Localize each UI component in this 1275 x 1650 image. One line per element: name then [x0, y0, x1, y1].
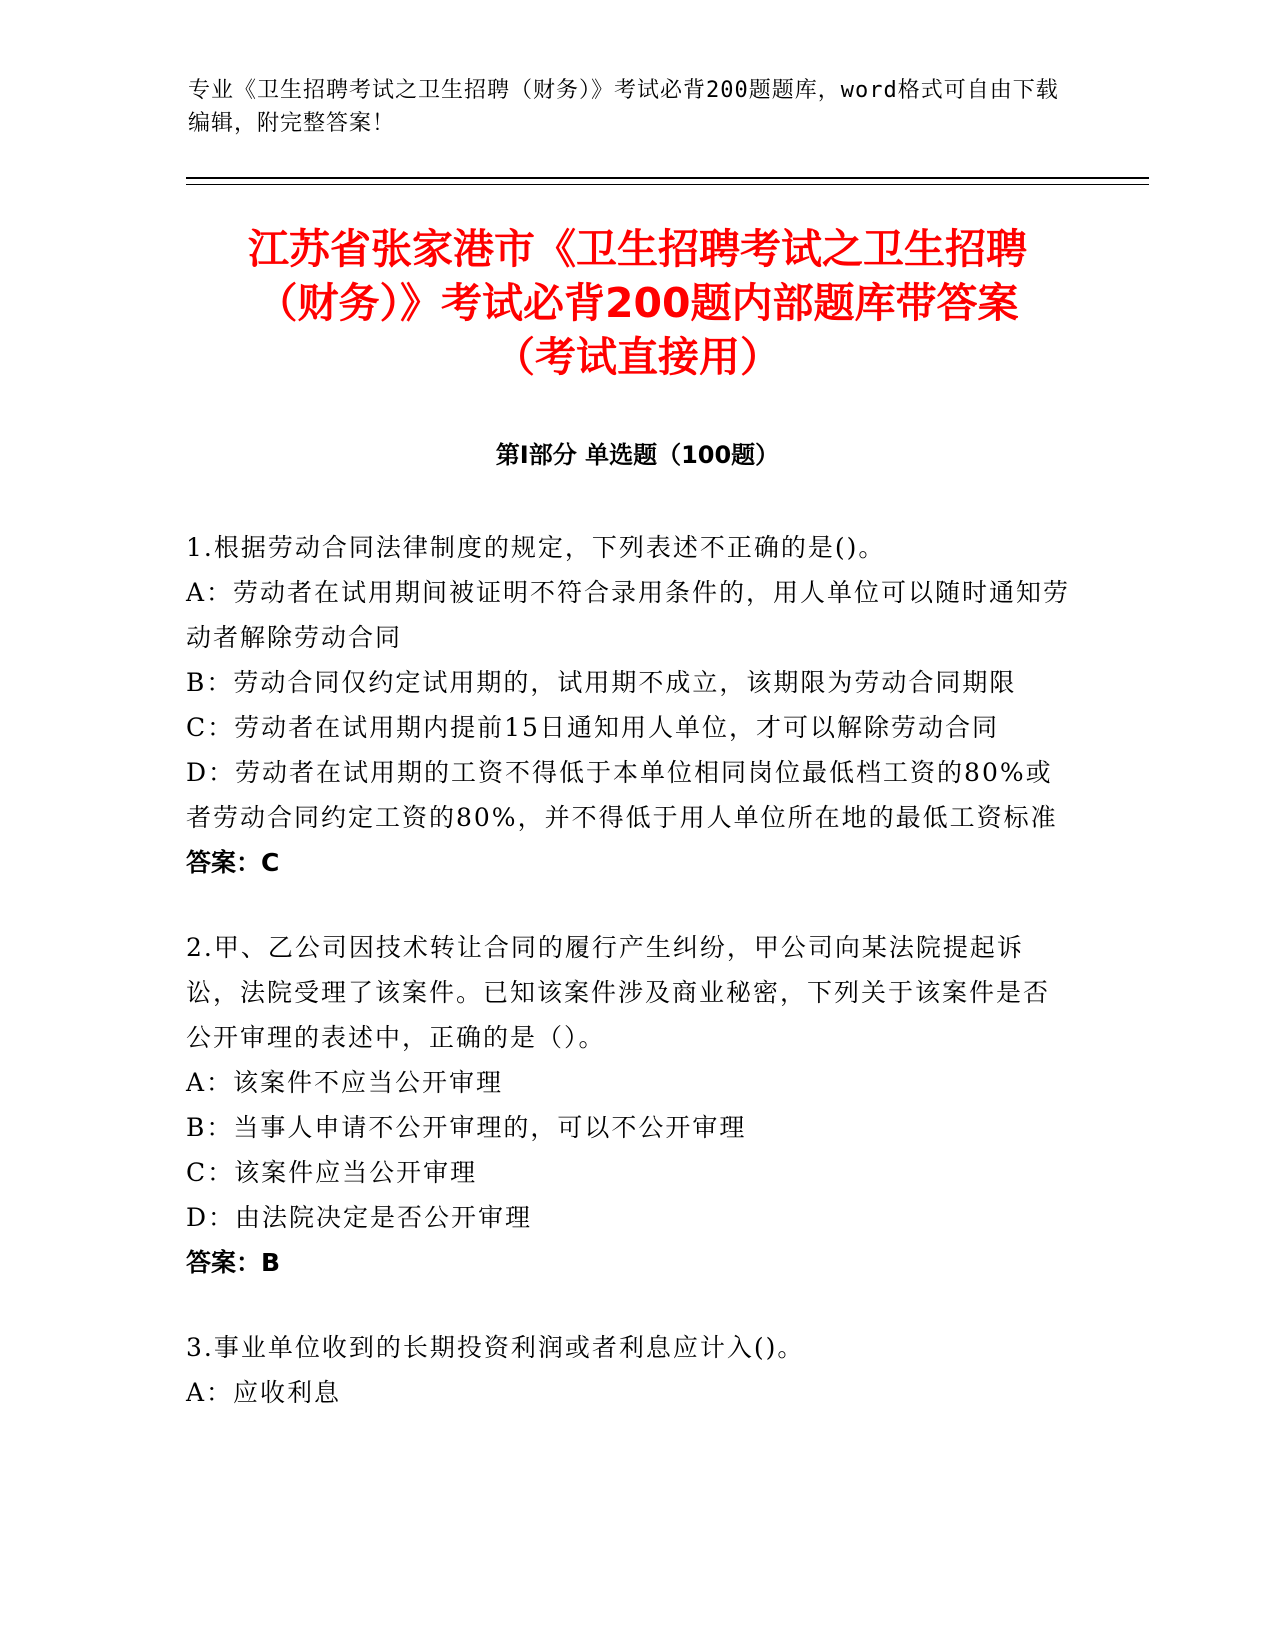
- option-c: C：该案件应当公开审理: [186, 1158, 478, 1187]
- option-a: A：应收利息: [186, 1378, 342, 1407]
- question-stem: 1.根据劳动合同法律制度的规定，下列表述不正确的是()。: [186, 533, 886, 562]
- question-3: [186, 1325, 1076, 1415]
- question-1: [186, 525, 1076, 885]
- question-stem: 2.甲、乙公司因技术转让合同的履行产生纠纷，甲公司向某法院提起诉讼，法院受理了该案件。已知该案件涉及商业秘密，下列关于该案件是否公开审理的表述中，正确的是（）。: [186, 933, 1051, 1052]
- title-line-2: （财务）》考试必背200题内部题库带答案: [256, 279, 1019, 327]
- header-rule-thin: [186, 184, 1149, 185]
- option-a: A：劳动者在试用期间被证明不符合录用条件的，用人单位可以随时通知劳动者解除劳动合同: [186, 578, 1071, 652]
- option-a: A：该案件不应当公开审理: [186, 1068, 504, 1097]
- question-stem: 3.事业单位收到的长期投资利润或者利息应计入()。: [186, 1333, 805, 1362]
- header-note: 专业《卫生招聘考试之卫生招聘（财务）》考试必背200题题库，word格式可自由下载编辑，附完整答案！: [188, 78, 1059, 136]
- answer: 答案：B: [186, 1248, 281, 1277]
- question-list: [186, 525, 1076, 1455]
- option-d: D：由法院决定是否公开审理: [186, 1203, 533, 1232]
- answer: 答案：C: [186, 848, 280, 877]
- option-c: C：劳动者在试用期内提前15日通知用人单位，才可以解除劳动合同: [186, 713, 999, 742]
- question-2: [186, 925, 1076, 1285]
- document-title: [150, 222, 1125, 384]
- title-line-1: 江苏省张家港市《卫生招聘考试之卫生招聘: [248, 225, 1027, 273]
- header-rule-thick: [186, 177, 1149, 179]
- option-b: B：劳动合同仅约定试用期的，试用期不成立，该期限为劳动合同期限: [186, 668, 1017, 697]
- title-line-3: （考试直接用）: [494, 333, 781, 381]
- section-title: 第Ⅰ部分 单选题（100题）: [495, 441, 780, 469]
- option-b: B：当事人申请不公开审理的，可以不公开审理: [186, 1113, 747, 1142]
- option-d: D：劳动者在试用期的工资不得低于本单位相同岗位最低档工资的80%或者劳动合同约定工资的80%，并不得低于用人单位所在地的最低工资标准: [186, 758, 1058, 832]
